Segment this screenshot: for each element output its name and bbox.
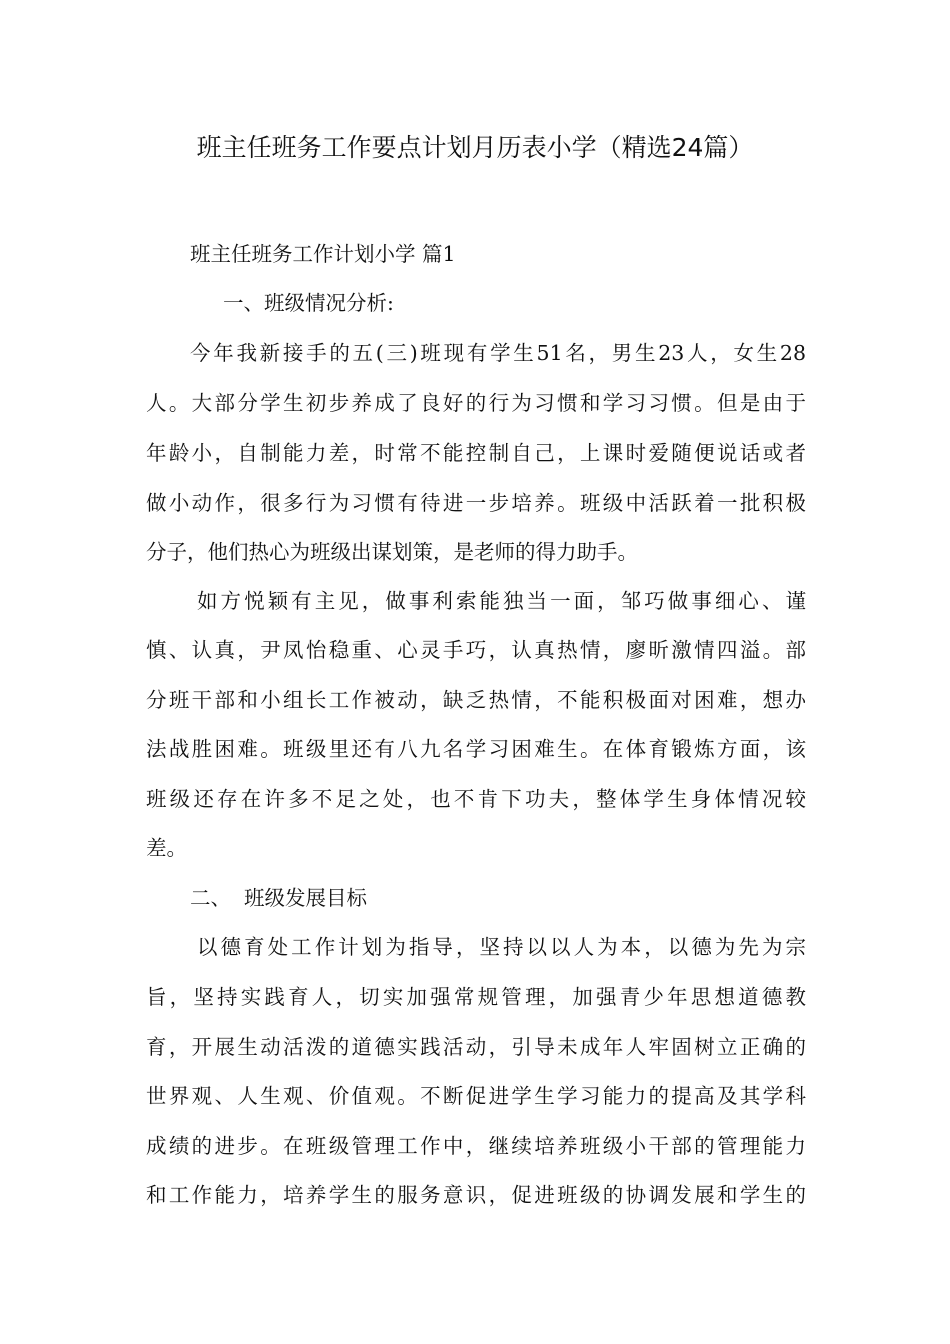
section-heading: 二、 班级发展目标 [190,886,368,910]
paragraph-line: 法战胜困难。班级里还有八九名学习困难生。在体育锻炼方面，该 [146,737,806,761]
paragraph-line: 今年我新接手的五(三)班现有学生51名，男生23人，女生28 [190,341,806,365]
paragraph-line: 分班干部和小组长工作被动，缺乏热情，不能积极面对困难，想办 [146,688,806,712]
paragraph-line: 班级还存在许多不足之处，也不肯下功夫，整体学生身体情况较 [146,787,806,811]
document-title: 班主任班务工作要点计划月历表小学（精选24篇） [196,133,754,162]
paragraph-line: 人。大部分学生初步养成了良好的行为习惯和学习习惯。但是由于 [146,391,806,415]
section-heading: 一、班级情况分析: [223,291,394,315]
paragraph-line: 年龄小，自制能力差，时常不能控制自己，上课时爱随便说话或者 [146,441,806,465]
paragraph-line: 如方悦颖有主见，做事利索能独当一面，邹巧做事细心、谨 [197,589,806,613]
paragraph-line: 以德育处工作计划为指导，坚持以以人为本，以德为先为宗 [197,935,806,959]
article-heading: 班主任班务工作计划小学 篇1 [190,242,456,266]
paragraph-line: 分子，他们热心为班级出谋划策，是老师的得力助手。 [146,540,638,564]
paragraph-line: 育，开展生动活泼的道德实践活动，引导未成年人牢固树立正确的 [146,1035,806,1059]
paragraph-line: 和工作能力，培养学生的服务意识，促进班级的协调发展和学生的 [146,1183,806,1207]
paragraph-line: 做小动作，很多行为习惯有待进一步培养。班级中活跃着一批积极 [146,491,806,515]
paragraph-line: 差。 [146,836,187,860]
paragraph-line: 旨，坚持实践育人，切实加强常规管理，加强青少年思想道德教 [146,985,806,1009]
paragraph-line: 成绩的进步。在班级管理工作中，继续培养班级小干部的管理能力 [146,1134,806,1158]
paragraph-line: 慎、认真，尹凤怡稳重、心灵手巧，认真热情，廖昕激情四溢。部 [146,638,806,662]
paragraph-line: 世界观、人生观、价值观。不断促进学生学习能力的提高及其学科 [146,1084,806,1108]
